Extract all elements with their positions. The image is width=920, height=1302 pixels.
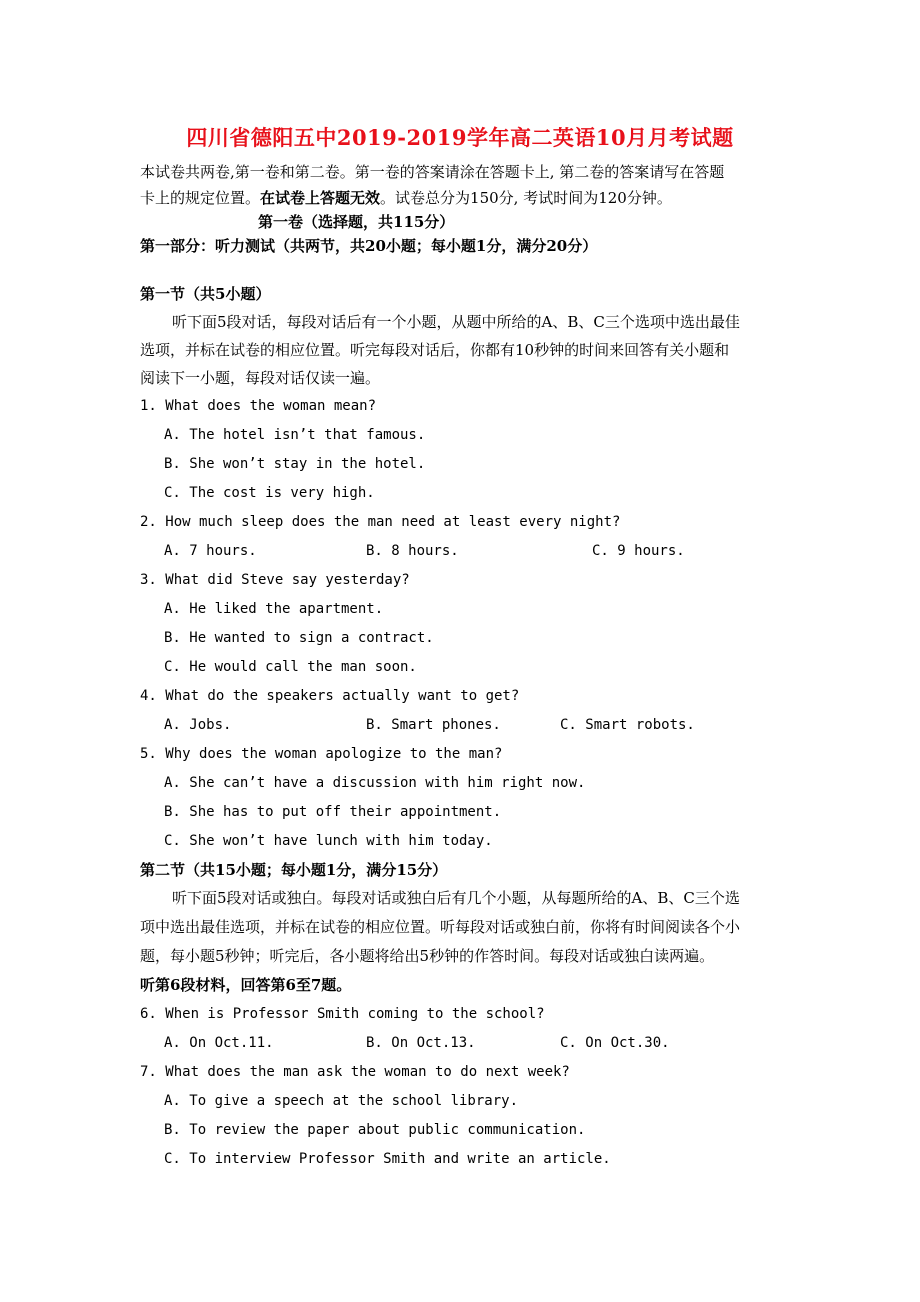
section-one-instruction-2: 选项，并标在试卷的相应位置。听完每段对话后，你都有10秒钟的时间来回答有关小题和	[140, 341, 730, 359]
question-7-stem: 7. What does the man ask the woman to do next week?	[140, 1064, 570, 1080]
question-6-stem: 6. When is Professor Smith coming to the school?	[140, 1006, 545, 1022]
section-two-instruction-2: 项中选出最佳选项，并标在试卷的相应位置。听每段对话或独白前，你将有时间阅读各个小	[140, 918, 741, 936]
question-5-option-c: C. She won’t have lunch with him today.	[164, 833, 493, 849]
question-2-option-a: A. 7 hours.	[164, 543, 257, 559]
section-two-instruction-3: 题，每小题5秒钟；听完后，各小题将给出5秒钟的作答时间。每段对话或独白读两遍。	[140, 947, 715, 965]
question-7-option-a: A. To give a speech at the school library.	[164, 1093, 519, 1109]
question-5-option-a: A. She can’t have a discussion with him right now.	[164, 775, 586, 791]
question-5-option-b: B. She has to put off their appointment.	[164, 804, 502, 820]
section-one-instruction-1: 听下面5段对话，每段对话后有一个小题，从题中所给的A、B、C三个选项中选出最佳	[172, 313, 740, 331]
question-7-option-c: C. To interview Professor Smith and write an article.	[164, 1151, 611, 1167]
page-title: 四川省德阳五中2019-2019学年高二英语10月月考试题	[186, 125, 734, 150]
question-4-option-b: B. Smart phones.	[366, 717, 501, 733]
question-4-option-a: A. Jobs.	[164, 717, 232, 733]
intro-line-1: 本试卷共两卷,第一卷和第二卷。第一卷的答案请涂在答题卡上, 第二卷的答案请写在答题	[140, 163, 725, 181]
question-2-option-c: C. 9 hours.	[592, 543, 685, 559]
section-two-instruction-1: 听下面5段对话或独白。每段对话或独白后有几个小题，从每题所给的A、B、C三个选	[172, 889, 740, 907]
section-one-heading: 第一节（共5小题）	[140, 285, 271, 303]
question-3-option-a: A. He liked the apartment.	[164, 601, 384, 617]
question-2-option-b: B. 8 hours.	[366, 543, 459, 559]
intro-line-2: 卡上的规定位置。在试卷上答题无效。试卷总分为150分, 考试时间为120分钟。	[140, 189, 672, 207]
question-6-option-a: A. On Oct.11.	[164, 1035, 274, 1051]
section-one-instruction-3: 阅读下一小题，每段对话仅读一遍。	[140, 369, 381, 387]
question-6-option-c: C. On Oct.30.	[560, 1035, 670, 1051]
question-7-option-b: B. To review the paper about public communication.	[164, 1122, 586, 1138]
volume-one-heading: 第一卷（选择题，共115分）	[258, 213, 455, 231]
question-1-stem: 1. What does the woman mean?	[140, 398, 377, 414]
question-2-stem: 2. How much sleep does the man need at least every night?	[140, 514, 621, 530]
question-3-stem: 3. What did Steve say yesterday?	[140, 572, 410, 588]
no-answer-warning: 在试卷上答题无效	[260, 189, 381, 207]
question-1-option-a: A. The hotel isn’t that famous.	[164, 427, 426, 443]
question-5-stem: 5. Why does the woman apologize to the man?	[140, 746, 503, 762]
question-1-option-b: B. She won’t stay in the hotel.	[164, 456, 426, 472]
material-6-heading: 听第6段材料，回答第6至7题。	[140, 976, 352, 994]
question-1-option-c: C. The cost is very high.	[164, 485, 375, 501]
question-3-option-c: C. He would call the man soon.	[164, 659, 417, 675]
question-4-stem: 4. What do the speakers actually want to get?	[140, 688, 520, 704]
question-3-option-b: B. He wanted to sign a contract.	[164, 630, 434, 646]
question-4-option-c: C. Smart robots.	[560, 717, 695, 733]
part-one-heading: 第一部分：听力测试（共两节，共20小题；每小题1分，满分20分）	[140, 237, 598, 255]
question-6-option-b: B. On Oct.13.	[366, 1035, 476, 1051]
section-two-heading: 第二节（共15小题；每小题1分，满分15分）	[140, 861, 448, 879]
